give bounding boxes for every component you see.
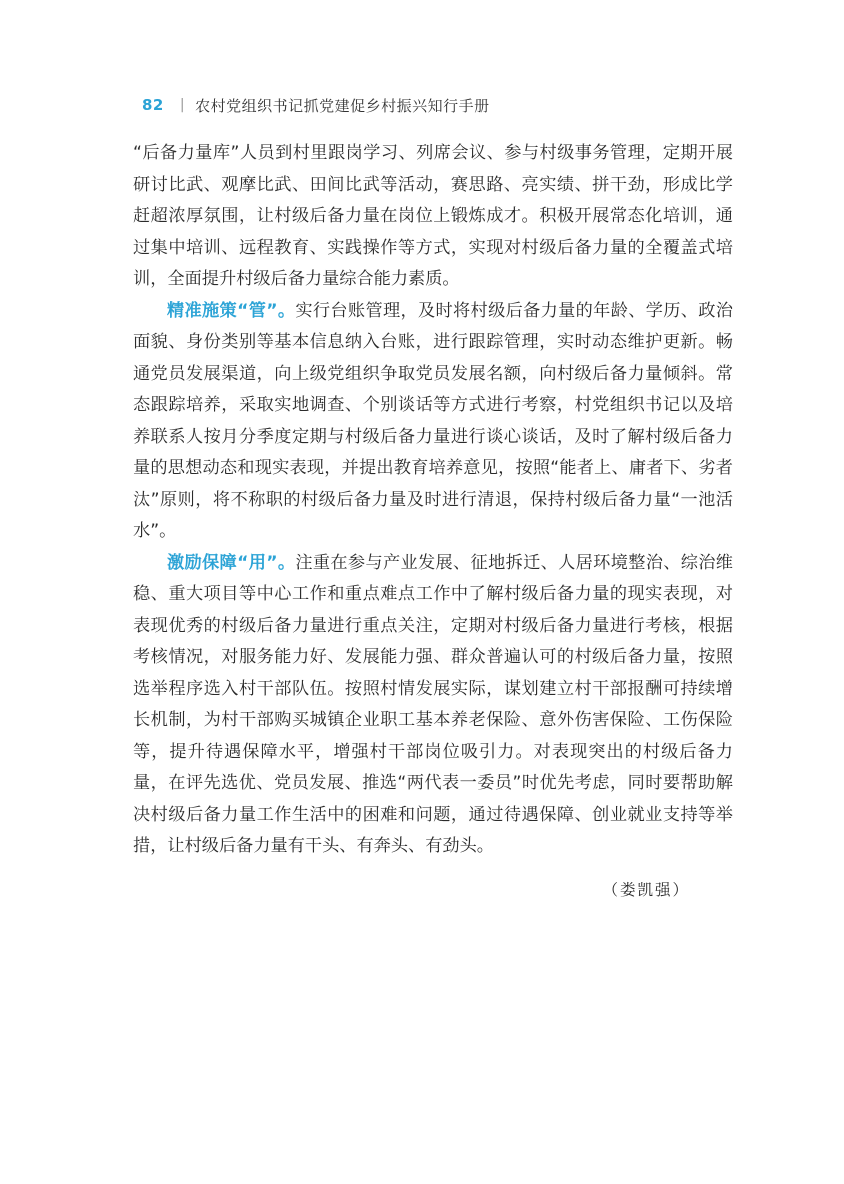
- body-text: [133, 138, 733, 863]
- paragraph-1: [133, 138, 733, 296]
- paragraph-2: [133, 296, 733, 548]
- page-number: 82: [142, 96, 164, 114]
- header-separator: |: [179, 97, 186, 113]
- paragraph-2-text: 实行台账管理，及时将村级后备力量的年龄、学历、政治面貌、身份类别等基本信息纳入台账，进行跟踪管理，实时动态维护更新。畅通党员发展渠道，向上级党组织争取党员发展名额，向村级后备力量倾斜。常态跟踪培养，采取实地调查、个别谈话等方式进行考察，村党组织书记以及培养联系人按月分季度定期与村级后备力量进行谈心谈话，及时了解村级后备力量的思想动态和现实表现，并提出教育培养意见，按照“能者上、庸者下、劣者汰”原则，将不称职的村级后备力量及时进行清退，保持村级后备力量“一池活水”。: [133, 300, 733, 541]
- page-header: [142, 94, 490, 116]
- running-title: 农村党组织书记抓党建促乡村振兴知行手册: [195, 96, 490, 115]
- paragraph-2-heading: 精准施策“管”。: [167, 300, 296, 321]
- paragraph-1-text: “后备力量库”人员到村里跟岗学习、列席会议、参与村级事务管理，定期开展研讨比武、观摩比武、田间比武等活动，赛思路、亮实绩、拼干劲，形成比学赶超浓厚氛围，让村级后备力量在岗位上锻炼成才。积极开展常态化培训，通过集中培训、远程教育、实践操作等方式，实现对村级后备力量的全覆盖式培训，全面提升村级后备力量综合能力素质。: [133, 143, 733, 289]
- paragraph-3-text: 注重在参与产业发展、征地拆迁、人居环境整治、综治维稳、重大项目等中心工作和重点难点工作中了解村级后备力量的现实表现，对表现优秀的村级后备力量进行重点关注，定期对村级后备力量进行考核，根据考核情况，对服务能力好、发展能力强、群众普遍认可的村级后备力量，按照选举程序选入村干部队伍。按照村情发展实际，谋划建立村干部报酬可持续增长机制，为村干部购买城镇企业职工基本养老保险、意外伤害保险、工伤保险等，提升待遇保障水平，增强村干部岗位吸引力。对表现突出的村级后备力量，在评先选优、党员发展、推选“两代表一委员”时优先考虑，同时要帮助解决村级后备力量工作生活中的困难和问题，通过待遇保障、创业就业支持等举措，让村级后备力量有干头、有奔头、有劲头。: [133, 552, 733, 856]
- paragraph-3: [133, 548, 733, 863]
- author-credit: （娄凯强）: [602, 881, 690, 899]
- paragraph-3-heading: 激励保障“用”。: [167, 552, 296, 573]
